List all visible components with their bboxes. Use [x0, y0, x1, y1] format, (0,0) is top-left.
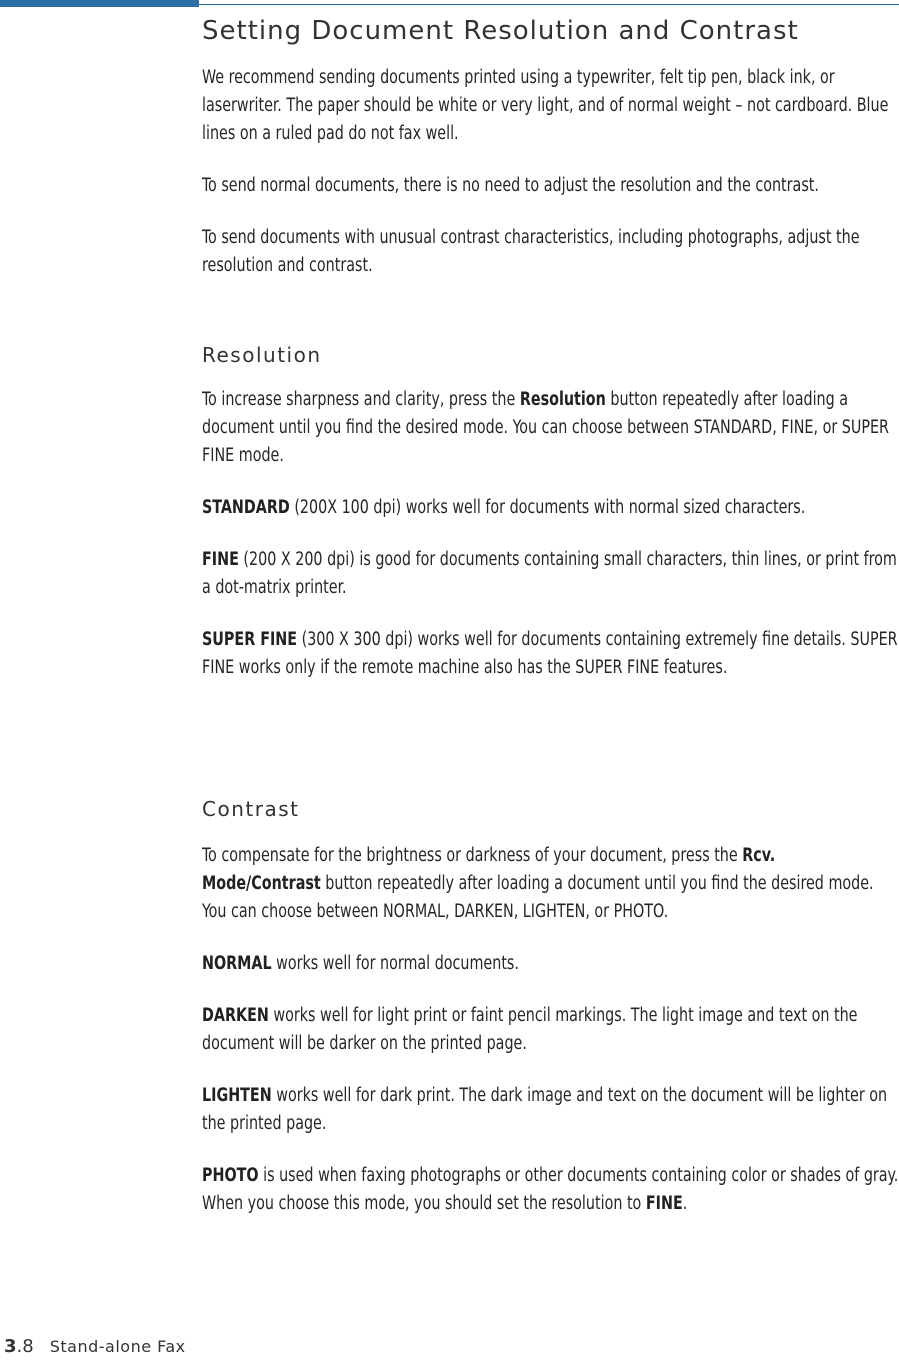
- contrast-intro-text: To compensate for the brightness or darkness of your document, press the: [202, 845, 743, 866]
- superfine-mode-paragraph: [202, 626, 899, 682]
- fine-mode-label: FINE: [202, 549, 239, 570]
- superfine-mode-label: SUPER FINE: [202, 629, 298, 650]
- intro-paragraph-2: To send normal documents, there is no need to adjust the resolution and the contrast.: [202, 175, 819, 196]
- page-title: Setting Document Resolution and Contrast: [202, 16, 799, 46]
- header-rule-accent: [0, 0, 199, 7]
- resolution-section: [202, 386, 899, 706]
- fine-mode-text: (200 X 200 dpi) is good for documents containing small characters, thin lines, or print from a dot-matrix printer.: [202, 549, 897, 598]
- footer-page-number: .8: [16, 1336, 34, 1357]
- normal-mode-label: NORMAL: [202, 953, 272, 974]
- footer-chapter-number: 3: [4, 1336, 17, 1357]
- lighten-mode-label: LIGHTEN: [202, 1085, 272, 1106]
- contrast-heading: Contrast: [202, 797, 300, 821]
- standard-mode-text: (200X 100 dpi) works well for documents with normal sized characters.: [289, 497, 806, 518]
- contrast-intro-text-end: button repeatedly after loading a document until you find the desired mode. You can choose between NORMAL, DARKEN, LIGHTEN, or PHOTO.: [202, 873, 874, 922]
- resolution-heading: Resolution: [202, 343, 322, 367]
- photo-mode-resolution: FINE: [645, 1193, 683, 1214]
- intro-paragraph-3: To send documents with unusual contrast characteristics, including photographs, adjust the resolution and contrast.: [202, 227, 860, 276]
- photo-mode-label: PHOTO: [202, 1165, 259, 1186]
- header-rule-line: [199, 4, 899, 5]
- resolution-button-name: Resolution: [519, 389, 606, 410]
- resolution-intro-text: To increase sharpness and clarity, press the: [202, 389, 520, 410]
- intro-section: [202, 64, 899, 304]
- contrast-section: [202, 842, 899, 1242]
- lighten-mode-text: works well for dark print. The dark image and text on the document will be lighter on the printed page.: [202, 1085, 888, 1134]
- standard-mode-paragraph: [202, 494, 899, 522]
- standard-mode-label: STANDARD: [202, 497, 290, 518]
- darken-mode-paragraph: [202, 1002, 899, 1058]
- contrast-intro-paragraph: [202, 842, 899, 926]
- photo-mode-text-end: .: [682, 1193, 688, 1214]
- resolution-intro-text-end: button repeatedly after loading a document until you find the desired mode. You can choose between STANDARD, FINE, or SUPER FINE mode.: [202, 389, 889, 466]
- page-footer: [4, 1336, 186, 1357]
- fine-mode-paragraph: [202, 546, 899, 602]
- darken-mode-label: DARKEN: [202, 1005, 269, 1026]
- normal-mode-text: works well for normal documents.: [271, 953, 519, 974]
- normal-mode-paragraph: [202, 950, 899, 978]
- resolution-intro-paragraph: [202, 386, 899, 470]
- photo-mode-text: is used when faxing photographs or other documents containing color or shades of gray. When you choose this mode, you should set the resolution to: [202, 1165, 899, 1214]
- footer-section-name: Stand-alone Fax: [49, 1337, 186, 1356]
- contrast-button-name: Rcv. Mode/Contrast: [202, 845, 776, 894]
- photo-mode-paragraph: [202, 1162, 899, 1218]
- intro-paragraph-1: We recommend sending documents printed using a typewriter, felt tip pen, black ink, or laserwriter. The paper should be white or very light, and of normal weight – not cardboard. Blue lines on a ruled pad do not fax well.: [202, 67, 889, 144]
- darken-mode-text: works well for light print or faint pencil markings. The light image and text on the document will be darker on the printed page.: [202, 1005, 858, 1054]
- superfine-mode-text: (300 X 300 dpi) works well for documents containing extremely fine details. SUPER FINE works only if the remote machine also has the SUPER FINE features.: [202, 629, 898, 678]
- lighten-mode-paragraph: [202, 1082, 899, 1138]
